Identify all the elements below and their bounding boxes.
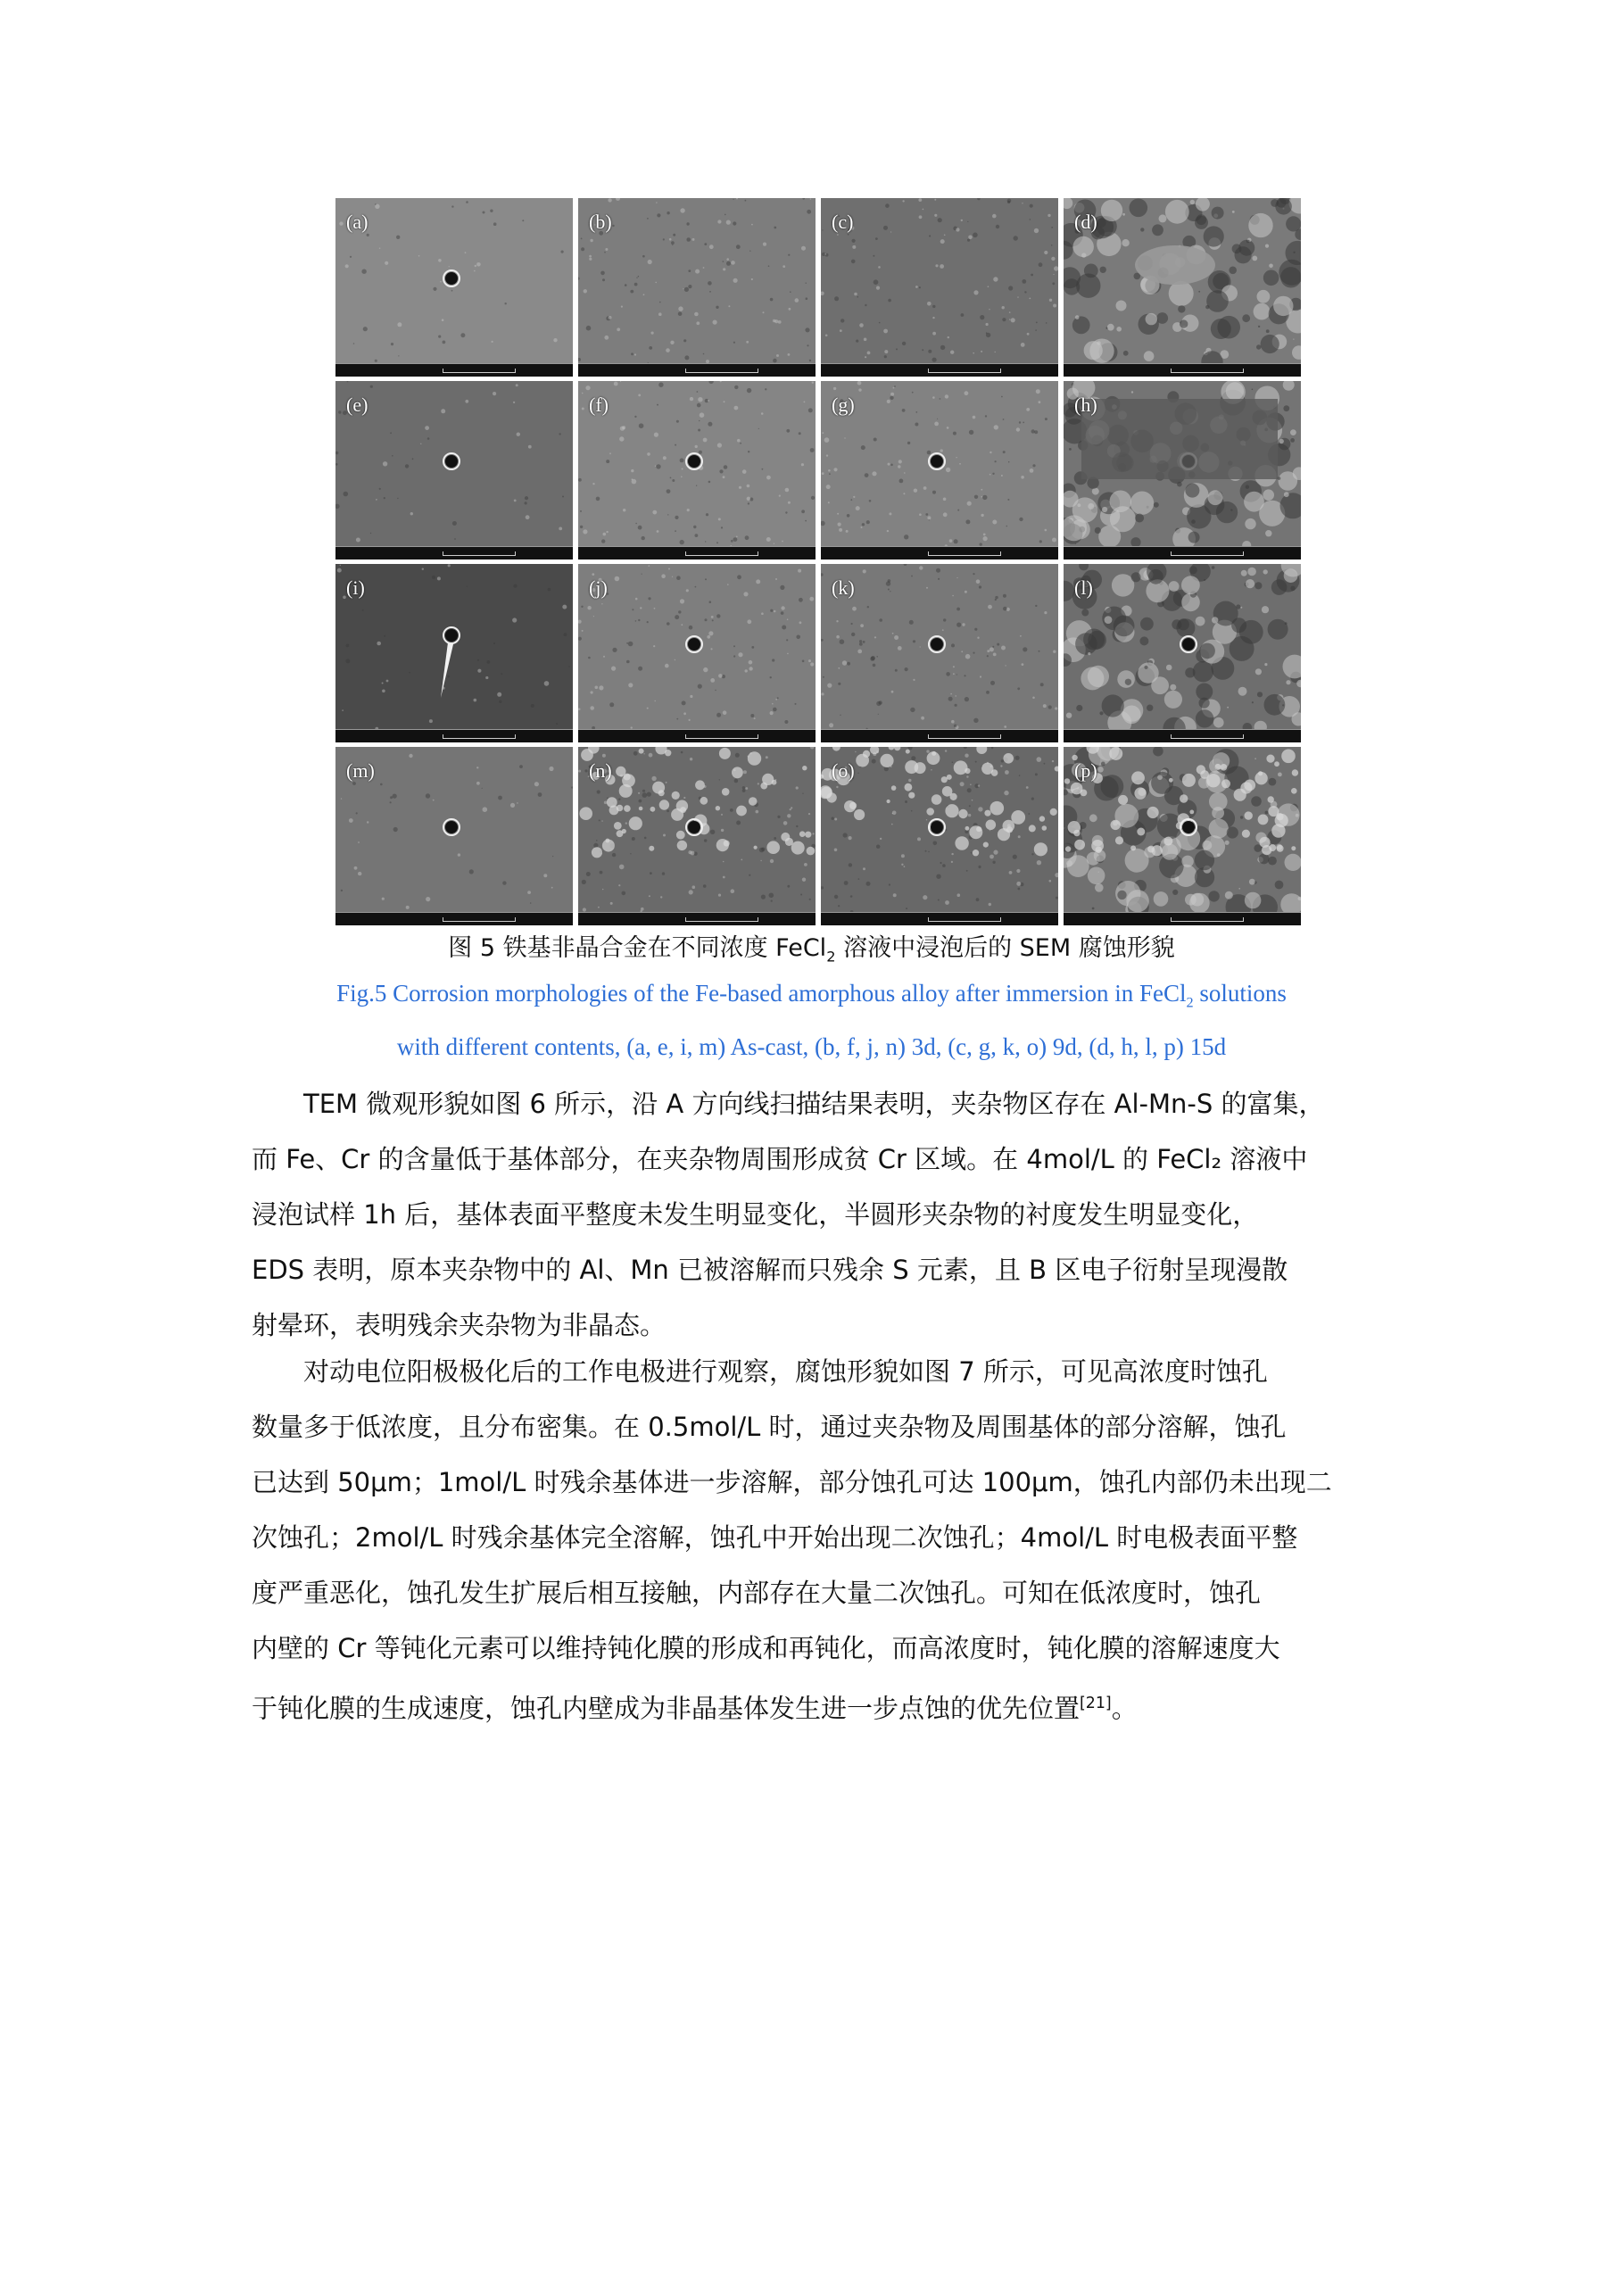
scale-bar [1064,729,1301,742]
scale-bar [821,546,1058,559]
text-line: TEM 微观形貌如图 6 所示，沿 A 方向线扫描结果表明，夹杂物区存在 Al-Mn-S 的富集， [303,1089,1325,1119]
sem-panel [1064,198,1301,377]
panel-label: (e) [346,394,368,416]
panel-label: (f) [589,394,609,416]
scale-bar [578,912,816,925]
scale-bar [578,363,816,377]
panel-label: (p) [1074,759,1097,782]
text-line: 数量多于低浓度，且分布密集。在 0.5mol/L 时，通过夹杂物及周围基体的部分溶解，蚀孔 [252,1412,1287,1442]
sem-panel [335,747,573,925]
panel-label: (h) [1074,394,1097,416]
text-line: 射晕环，表明残余夹杂物为非晶态。 [252,1310,667,1340]
paragraph-tem [252,1076,1387,1353]
panel-label: (n) [589,759,612,782]
text-line: EDS 表明，原本夹杂物中的 Al、Mn 已被溶解而只残余 S 元素，且 B 区电子衍射呈现漫散 [252,1255,1288,1285]
paragraph-corrosion [252,1344,1387,1737]
sem-panel [578,564,816,742]
scale-bar [1064,363,1301,377]
scale-bar [1064,912,1301,925]
panel-label: (c) [832,211,854,233]
panel-label: (d) [1074,211,1097,233]
scale-bar [1064,546,1301,559]
text-line: 于钝化膜的生成速度，蚀孔内壁成为非晶基体发生进一步点蚀的优先位置[21]。 [252,1693,1138,1724]
scale-bar [821,363,1058,377]
sem-panel [578,198,816,377]
sem-figure-grid [335,198,1301,926]
text-line: 浸泡试样 1h 后，基体表面平整度未发生明显变化，半圆形夹杂物的衬度发生明显变化， [252,1199,1259,1230]
sem-panel [578,381,816,559]
scale-bar [578,729,816,742]
sem-panel [335,381,573,559]
sem-panel [578,747,816,925]
scale-bar [335,729,573,742]
figure-caption-en-line2: with different contents, (a, e, i, m) As-cast, (b, f, j, n) 3d, (c, g, k, o) 9d, (d, h, l, p) 15d [396,1033,1227,1060]
text-line: 度严重恶化，蚀孔发生扩展后相互接触，内部存在大量二次蚀孔。可知在低浓度时，蚀孔 [252,1578,1262,1608]
panel-label: (l) [1074,576,1093,599]
sem-panel [335,198,573,377]
panel-label: (m) [346,759,375,782]
panel-label: (o) [832,759,855,782]
sem-panel [1064,564,1301,742]
scale-bar [335,546,573,559]
panel-label: (i) [346,576,365,599]
sem-panel [821,381,1058,559]
sem-panel [821,747,1058,925]
sem-panel [335,564,573,742]
panel-label: (k) [832,576,855,599]
text-line: 次蚀孔；2mol/L 时残余基体完全溶解，蚀孔中开始出现二次蚀孔；4mol/L 时电极表面平整 [252,1522,1298,1553]
scale-bar [578,546,816,559]
text-line: 内壁的 Cr 等钝化元素可以维持钝化膜的形成和再钝化，而高浓度时，钝化膜的溶解速度大 [252,1633,1280,1663]
sem-panel [1064,747,1301,925]
figure-caption-cn: 图 5 铁基非晶合金在不同浓度 FeCl$_2$ 溶液中浸泡后的 SEM 腐蚀形貌 [448,934,1175,966]
text-line: 已达到 50μm；1mol/L 时残余基体进一步溶解，部分蚀孔可达 100μm，蚀孔内部仍未出现二 [252,1467,1332,1497]
text-line: 对动电位阳极极化后的工作电极进行观察，腐蚀形貌如图 7 所示，可见高浓度时蚀孔 [303,1356,1268,1387]
text-line: 而 Fe、Cr 的含量低于基体部分，在夹杂物周围形成贫 Cr 区域。在 4mol/L 的 FeCl₂ 溶液中 [252,1144,1308,1174]
panel-label: (j) [589,576,608,599]
panel-label: (b) [589,211,612,233]
sem-panel [1064,381,1301,559]
figure-caption-en-line1: Fig.5 Corrosion morphologies of the Fe-based amorphous alloy after immersion in FeCl$_2$ solutions [336,980,1287,1011]
sem-panel [821,564,1058,742]
scale-bar [335,912,573,925]
sem-panel [821,198,1058,377]
scale-bar [335,363,573,377]
panel-label: (a) [346,211,368,233]
scale-bar [821,729,1058,742]
panel-label: (g) [832,394,855,416]
citation-ref[interactable]: [21] [1080,1695,1112,1712]
scale-bar [821,912,1058,925]
